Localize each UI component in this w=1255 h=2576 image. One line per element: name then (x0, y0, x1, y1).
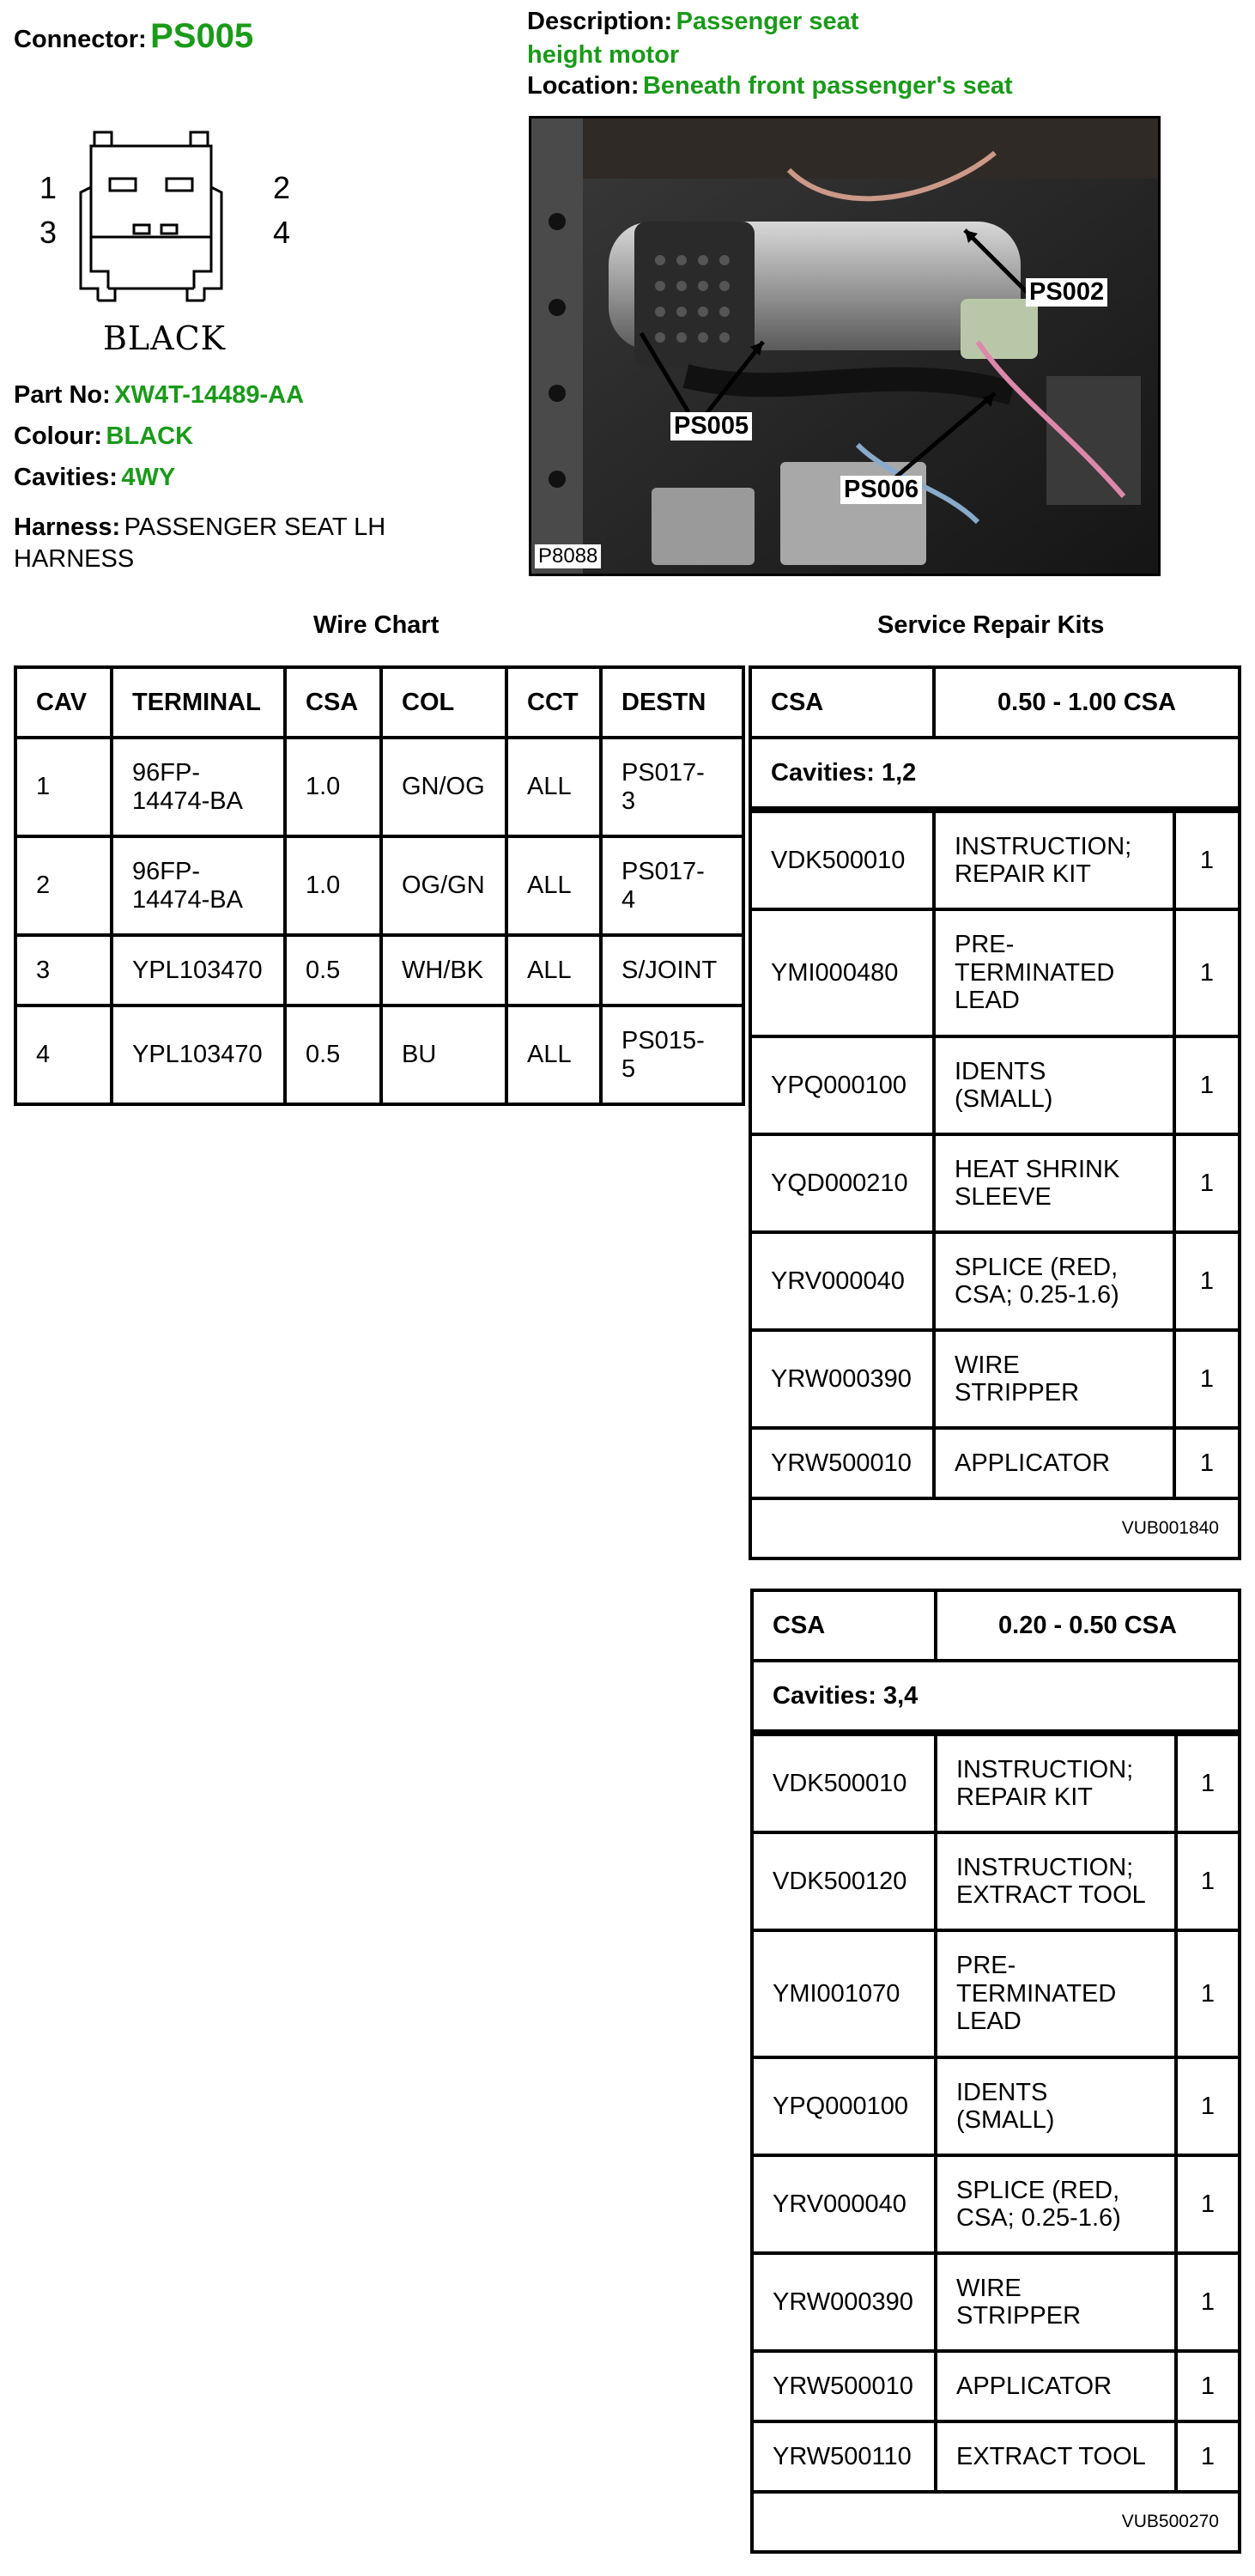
kit-part-code: VDK500120 (754, 1834, 937, 1929)
terminal-line2: 14474-BA (132, 787, 243, 815)
kit-part-qty: 1 (1199, 1267, 1215, 1295)
destn-line2: 4 (621, 885, 636, 914)
kit-part-description (937, 2255, 1178, 2349)
kit-part-description (937, 1932, 1178, 2056)
description-line: LEAD (956, 2008, 1022, 2036)
cell-terminal: YPL103470 (112, 935, 285, 1005)
callout-ps006: PS006 (840, 476, 922, 504)
cell-csa: 0.5 (285, 1005, 381, 1104)
list-item (752, 1133, 1238, 1230)
terminal-line1: 96FP- (132, 759, 200, 787)
colour-row (14, 422, 193, 451)
kit-part-qty: 1 (1199, 1449, 1215, 1477)
description-block (527, 7, 858, 74)
colour-value: BLACK (106, 422, 194, 450)
kit-part-description-text (956, 2443, 1146, 2470)
kit-2-csa-label: CSA (754, 1592, 937, 1659)
list-item (754, 2349, 1238, 2420)
cell-col: WH/BK (381, 935, 506, 1005)
kit-part-description (936, 1234, 1176, 1328)
kit-part-qty: 1 (1200, 2287, 1216, 2316)
kit-part-description-text (956, 1854, 1146, 1910)
kit-1-cavities: Cavities: 1,2 (752, 739, 1238, 810)
part-no-value: XW4T-14489-AA (114, 381, 305, 409)
cell-cct: ALL (506, 738, 601, 836)
description-line: PRE- (955, 931, 1015, 959)
kit-part-description (937, 2059, 1178, 2154)
destn-line1: PS017- (621, 759, 705, 787)
kit-part-description-text (956, 1756, 1133, 1812)
list-item (752, 1035, 1238, 1133)
kit-1-footer: VUB001840 (752, 1497, 1238, 1557)
kit-part-qty: 1 (1200, 2372, 1216, 2400)
kit-part-qty: 1 (1200, 1979, 1216, 2008)
kit-part-qty: 1 (1200, 2092, 1216, 2120)
kit-part-description (937, 2157, 1178, 2251)
part-no-label: Part No: (14, 381, 111, 409)
list-item (754, 2420, 1238, 2490)
cell-col: OG/GN (381, 836, 506, 935)
cell-terminal (112, 738, 285, 836)
table-row (15, 1005, 743, 1104)
list-item (752, 908, 1238, 1035)
kit-1-csa-label: CSA (752, 669, 936, 736)
pin-3-label: 3 (39, 215, 58, 250)
cell-cav: 2 (15, 836, 112, 935)
cell-destn (601, 836, 743, 935)
kit-part-qty: 1 (1200, 2442, 1216, 2470)
list-item (754, 2056, 1238, 2154)
cell-cav: 4 (15, 1005, 112, 1104)
kit-2-csa-range: 0.20 - 0.50 CSA (998, 1611, 1177, 1639)
connector-heading (14, 17, 253, 56)
harness-value-line2: HARNESS (14, 545, 135, 573)
description-line: IDENTS (955, 1057, 1046, 1085)
kit-1-csa-range: 0.50 - 1.00 CSA (997, 688, 1176, 716)
callout-ps002: PS002 (1026, 278, 1107, 307)
cell-cct: ALL (506, 836, 601, 935)
description-line: APPLICATOR (955, 1449, 1111, 1477)
callout-ps005: PS005 (670, 412, 752, 440)
description-line: HEAT SHRINK (955, 1155, 1120, 1183)
description-line: TERMINATED (956, 1979, 1117, 2008)
kit-1-header (752, 669, 1238, 739)
description-line: WIRE (955, 1351, 1020, 1379)
kit-part-code: YRV000040 (752, 1234, 936, 1328)
kit-part-description (937, 2423, 1178, 2490)
kit-part-code: YPQ000100 (752, 1038, 936, 1133)
kit-2-rows (754, 1733, 1238, 2490)
kit-part-code: YRV000040 (754, 2157, 937, 2251)
location-photo (529, 116, 1161, 576)
kit-part-code: YMI000480 (752, 911, 936, 1035)
kit-part-description-text (955, 1254, 1119, 1309)
list-item (754, 1831, 1238, 1929)
cell-terminal: YPL103470 (112, 1005, 285, 1104)
header-destn: DESTN (601, 667, 743, 738)
kit-part-code: YPQ000100 (754, 2059, 937, 2154)
kit-part-description-text (956, 2177, 1121, 2233)
list-item (752, 1328, 1238, 1426)
kit-part-code: YQD000210 (752, 1136, 936, 1230)
list-item (754, 1733, 1238, 1831)
list-item (752, 1230, 1238, 1328)
kit-part-code: VDK500010 (754, 1736, 937, 1831)
cell-cct: ALL (506, 935, 601, 1005)
cavities-label: Cavities: (14, 464, 118, 491)
cell-col: GN/OG (381, 738, 506, 836)
description-line: TERMINATED (955, 958, 1115, 987)
connector-face-diagram (34, 120, 292, 369)
pin-2-label: 2 (273, 170, 291, 205)
connector-label: Connector: (14, 26, 147, 53)
terminal-line2: 14474-BA (132, 885, 243, 914)
kit-part-description-text (956, 2275, 1081, 2330)
description-line: CSA; 0.25-1.6) (956, 2204, 1121, 2232)
photo-illustration (531, 118, 1158, 574)
description-line: REPAIR KIT (956, 1783, 1093, 1811)
terminal-line1: 96FP- (132, 858, 200, 886)
kit-part-description-text (956, 1952, 1116, 2035)
description-line: SPLICE (RED, (955, 1253, 1119, 1281)
destn-line2: 5 (621, 1054, 636, 1083)
description-line: LEAD (955, 987, 1020, 1015)
description-line: PRE- (956, 1952, 1016, 1980)
description-line: (SMALL) (956, 2106, 1055, 2134)
header-csa: CSA (285, 667, 381, 738)
list-item (754, 1929, 1238, 2056)
kit-1-rows (752, 810, 1238, 1497)
description-line: INSTRUCTION; (955, 832, 1132, 860)
kit-part-qty: 1 (1199, 846, 1215, 874)
harness-value-line1: PASSENGER SEAT LH (124, 513, 386, 541)
header-terminal: TERMINAL (112, 667, 285, 738)
kit-part-description-text (955, 1449, 1110, 1477)
kit-part-code: YMI001070 (754, 1932, 937, 2056)
kit-part-code: YRW500110 (754, 2423, 937, 2490)
kit-part-description-text (956, 2372, 1112, 2400)
description-line: EXTRACT TOOL (956, 2442, 1146, 2470)
wire-chart-title: Wire Chart (313, 611, 440, 639)
kit-part-qty: 1 (1200, 2190, 1216, 2218)
destn-line1: PS017- (621, 858, 705, 886)
kit-part-description-text (955, 931, 1114, 1014)
destn-line2: 3 (621, 787, 636, 815)
part-no-row (14, 381, 304, 410)
kit-part-description-text (956, 2079, 1054, 2135)
kit-2-cavities: Cavities: 3,4 (754, 1662, 1238, 1733)
description-line: (SMALL) (955, 1085, 1053, 1113)
kit-part-qty: 1 (1199, 958, 1215, 987)
kit-2-footer: VUB500270 (754, 2490, 1238, 2550)
cell-cct: ALL (506, 1005, 601, 1104)
cell-cav: 1 (15, 738, 112, 836)
cell-csa: 1.0 (285, 836, 381, 935)
connector-id: PS005 (150, 17, 254, 55)
cell-csa: 0.5 (285, 935, 381, 1005)
description-label: Description: (527, 8, 673, 35)
header-cct: CCT (506, 667, 601, 738)
repair-kit-2 (750, 1589, 1241, 2554)
wire-chart-table (14, 665, 745, 1106)
description-line: INSTRUCTION; (956, 1853, 1134, 1881)
cell-destn (601, 1005, 743, 1104)
list-item (752, 1426, 1238, 1497)
kit-part-description-text (955, 1156, 1119, 1212)
description-line: REPAIR KIT (955, 860, 1091, 888)
kit-part-code: VDK500010 (752, 813, 936, 908)
harness-row (14, 513, 385, 577)
kit-part-description (936, 813, 1176, 908)
list-item (752, 810, 1238, 908)
description-line: INSTRUCTION; (956, 1755, 1134, 1783)
photo-reference: P8088 (535, 544, 601, 568)
kit-part-description (936, 1332, 1176, 1426)
kit-part-description (937, 1834, 1178, 1929)
kit-part-code: YRW000390 (752, 1332, 936, 1426)
kit-part-description (937, 2353, 1178, 2420)
description-value-line1: Passenger seat (676, 8, 859, 35)
description-line: STRIPPER (956, 2302, 1082, 2330)
pin-1-label: 1 (39, 170, 58, 205)
wire-chart-header-row (15, 667, 743, 738)
kit-part-code: YRW500010 (754, 2353, 937, 2420)
description-line: IDENTS (956, 2078, 1048, 2106)
kit-part-qty: 1 (1199, 1364, 1215, 1393)
kit-part-description (936, 1038, 1176, 1133)
colour-label: Colour: (14, 422, 103, 450)
kit-part-qty: 1 (1200, 1867, 1216, 1895)
cell-csa: 1.0 (285, 738, 381, 836)
service-kits-title: Service Repair Kits (877, 611, 1105, 639)
location-label: Location: (527, 72, 640, 100)
location-value: Beneath front passenger's seat (642, 72, 1013, 100)
location-block (527, 72, 1013, 100)
cell-cav: 3 (15, 935, 112, 1005)
harness-label: Harness: (14, 513, 121, 541)
description-line: SPLICE (RED, (956, 2176, 1120, 2204)
description-line: APPLICATOR (956, 2372, 1113, 2400)
list-item (754, 2251, 1238, 2349)
kit-part-description (936, 1430, 1176, 1497)
header-cav: CAV (15, 667, 112, 738)
kit-part-description-text (955, 833, 1131, 889)
repair-kit-1 (749, 665, 1241, 1560)
description-line: EXTRACT TOOL (956, 1881, 1146, 1909)
table-row (15, 836, 743, 935)
connector-colour-caption: BLACK (103, 319, 227, 357)
list-item (754, 2154, 1238, 2251)
cell-terminal (112, 836, 285, 935)
description-line: WIRE (956, 2274, 1022, 2302)
kit-part-code: YRW500010 (752, 1430, 936, 1497)
table-row (15, 738, 743, 836)
kit-part-qty: 1 (1199, 1071, 1215, 1099)
kit-2-header (754, 1592, 1238, 1662)
cell-destn (601, 738, 743, 836)
description-line: STRIPPER (955, 1379, 1080, 1406)
cavities-row (14, 464, 175, 492)
header-col: COL (381, 667, 506, 738)
cell-destn: S/JOINT (601, 935, 743, 1005)
description-line: CSA; 0.25-1.6) (955, 1281, 1119, 1309)
kit-part-qty: 1 (1199, 1169, 1215, 1197)
table-row (15, 935, 743, 1005)
kit-part-description (936, 911, 1176, 1035)
kit-part-code: YRW000390 (754, 2255, 937, 2349)
description-value-line2: height motor (527, 41, 680, 69)
description-line: SLEEVE (955, 1183, 1052, 1211)
cell-col: BU (381, 1005, 506, 1104)
kit-part-description-text (955, 1058, 1052, 1114)
kit-part-description (937, 1736, 1178, 1831)
cavities-value: 4WY (121, 464, 176, 491)
kit-part-description (936, 1136, 1176, 1230)
kit-part-description-text (955, 1352, 1079, 1407)
pin-4-label: 4 (273, 215, 291, 250)
destn-line1: PS015- (621, 1027, 705, 1055)
kit-part-qty: 1 (1200, 1769, 1216, 1797)
